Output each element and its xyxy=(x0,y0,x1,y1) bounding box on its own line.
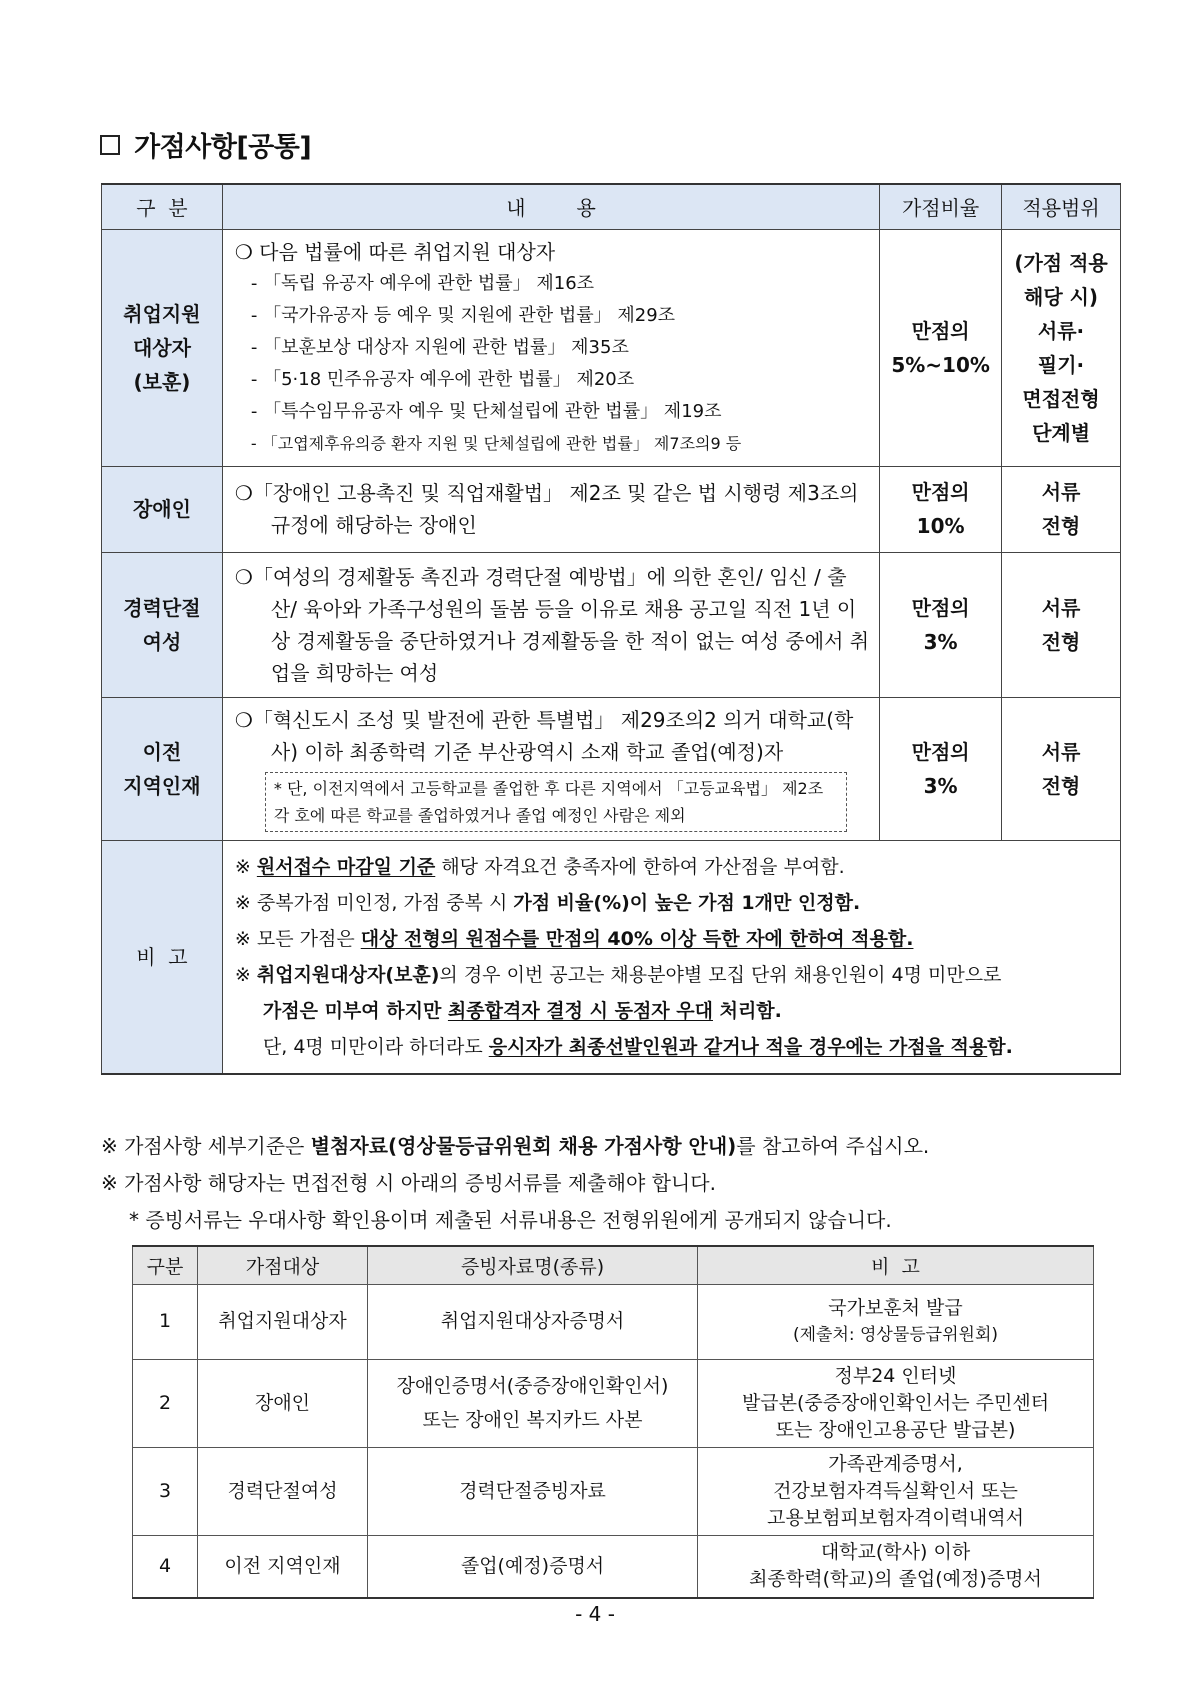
row-ratio: 만점의 10% xyxy=(880,466,1002,552)
remarks-row xyxy=(102,840,1121,1074)
row-scope: 서류 전형 xyxy=(1002,552,1121,697)
table-row xyxy=(102,552,1121,697)
notes-block xyxy=(101,1128,929,1239)
note-line: * 증빙서류는 우대사항 확인용이며 제출된 서류내용은 전형위원에게 공개되지 않습니다. xyxy=(129,1208,892,1232)
law-item: - 「보훈보상 대상자 지원에 관한 법률」 제35조 xyxy=(250,336,629,358)
row-content: ❍「혁신도시 조성 및 발전에 관한 특별법」 제29조의2 의거 대학교(학사) 이하 최종학력 기준 부산광역시 소재 학교 졸업(예정)자 * 단, 이전지역에서 고등학교를 졸업한 후 다른 지역에서 「고등교육법」 제2조 각 호에 따른 학교를 졸업하였거나 졸업 예정인 사람은 제외 xyxy=(222,697,879,840)
row-ratio: 만점의 5%~10% xyxy=(880,229,1002,466)
row-category: 장애인 xyxy=(102,466,223,552)
header-ratio: 가점비율 xyxy=(880,184,1002,229)
exclusion-note: * 단, 이전지역에서 고등학교를 졸업한 후 다른 지역에서 「고등교육법」 제2조 각 호에 따른 학교를 졸업하였거나 졸업 예정인 사람은 제외 xyxy=(265,772,847,832)
row-content: ❍「여성의 경제활동 촉진과 경력단절 예방법」에 의한 혼인/ 임신 / 출산/ 육아와 가족구성원의 돌봄 등을 이유로 채용 공고일 직전 1년 이상 경제활동을 중단하였거나 경제활동을 한 적이 없는 여성 중에서 취업을 희망하는 여성 xyxy=(222,552,879,697)
table-row xyxy=(102,697,1121,840)
remark-item: ※ 취업지원대상자(보훈)의 경우 이번 공고는 채용분야별 모집 단위 채용인원이 4명 미만으로 xyxy=(234,963,1002,986)
remarks-label: 비 고 xyxy=(102,840,223,1074)
remark-item: ※ 중복가점 미인정, 가점 중복 시 가점 비율(%)이 높은 가점 1개만 인정함. xyxy=(234,891,861,914)
note-line: ※ 가점사항 해당자는 면접전형 시 아래의 증빙서류를 제출해야 합니다. xyxy=(101,1171,716,1195)
law-item: - 「국가유공자 등 예우 및 지원에 관한 법률」 제29조 xyxy=(250,304,676,326)
table-row xyxy=(102,229,1121,466)
table-header-row: 구분 가점대상 증빙자료명(종류) 비 고 xyxy=(133,1246,1094,1284)
table-header-row xyxy=(102,184,1121,229)
law-item: - 「고엽제후유의증 환자 지원 및 단체설립에 관한 법률」 제7조의9 등 xyxy=(250,433,742,453)
page-number: - 4 - xyxy=(575,1602,615,1626)
law-item: - 「5·18 민주유공자 예우에 관한 법률」 제20조 xyxy=(250,368,635,390)
row-scope: (가점 적용 해당 시) 서류· 필기· 면접전형 단계별 xyxy=(1002,229,1121,466)
row-content xyxy=(222,229,879,466)
law-item: - 「특수임무유공자 예우 및 단체설립에 관한 법률」 제19조 xyxy=(250,400,722,422)
row-content: ❍「장애인 고용촉진 및 직업재활법」 제2조 및 같은 법 시행령 제3조의 규정에 해당하는 장애인 xyxy=(222,466,879,552)
remarks-content xyxy=(222,840,1120,1074)
note-line: ※ 가점사항 세부기준은 별첨자료(영상물등급위원회 채용 가점사항 안내)를 참고하여 주십시오. xyxy=(101,1134,930,1158)
header-content: 내 용 xyxy=(222,184,879,229)
table-row: 1 취업지원대상자 취업지원대상자증명서 국가보훈처 발급 (제출처: 영상물등급위원회) xyxy=(133,1284,1094,1359)
row-category: 경력단절 여성 xyxy=(102,552,223,697)
table-row xyxy=(102,466,1121,552)
row-category: 취업지원 대상자 (보훈) xyxy=(102,229,223,466)
law-item: - 「독립 유공자 예우에 관한 법률」 제16조 xyxy=(250,272,595,294)
bonus-points-table xyxy=(101,183,1121,1075)
checkbox-icon xyxy=(100,135,120,155)
row-scope: 서류 전형 xyxy=(1002,697,1121,840)
header-scope: 적용범위 xyxy=(1002,184,1121,229)
row-category: 이전 지역인재 xyxy=(102,697,223,840)
remark-continuation: 단, 4명 미만이라 하더라도 응시자가 최종선발인원과 같거나 적을 경우에는 가점을 적용함. xyxy=(262,1035,1013,1058)
remark-item: ※ 모든 가점은 대상 전형의 원점수를 만점의 40% 이상 득한 자에 한하여 적용함. xyxy=(234,927,914,950)
row-ratio: 만점의 3% xyxy=(880,697,1002,840)
row-ratio: 만점의 3% xyxy=(880,552,1002,697)
section-heading xyxy=(100,125,311,164)
table-row: 3 경력단절여성 경력단절증빙자료 가족관계증명서, 건강보험자격득실확인서 또는 고용보험피보험자격이력내역서 xyxy=(133,1447,1094,1535)
remark-continuation: 가점은 미부여 하지만 최종합격자 결정 시 동점자 우대 처리함. xyxy=(262,999,782,1022)
remark-item: ※ 원서접수 마감일 기준 해당 자격요건 충족자에 한하여 가산점을 부여함. xyxy=(234,855,845,878)
row-scope: 서류 전형 xyxy=(1002,466,1121,552)
table-row: 2 장애인 장애인증명서(중증장애인확인서) 또는 장애인 복지카드 사본 정부24 인터넷 발급본(중증장애인확인서는 주민센터 또는 장애인고용공단 발급본) xyxy=(133,1359,1094,1447)
table-row: 4 이전 지역인재 졸업(예정)증명서 대학교(학사) 이하 최종학력(학교)의 졸업(예정)증명서 xyxy=(133,1535,1094,1598)
evidence-documents-table xyxy=(132,1245,1094,1599)
header-category: 구 분 xyxy=(102,184,223,229)
content-lead: ❍ 다음 법률에 따른 취업지원 대상자 xyxy=(234,239,556,264)
section-title: 가점사항[공통] xyxy=(134,132,312,163)
